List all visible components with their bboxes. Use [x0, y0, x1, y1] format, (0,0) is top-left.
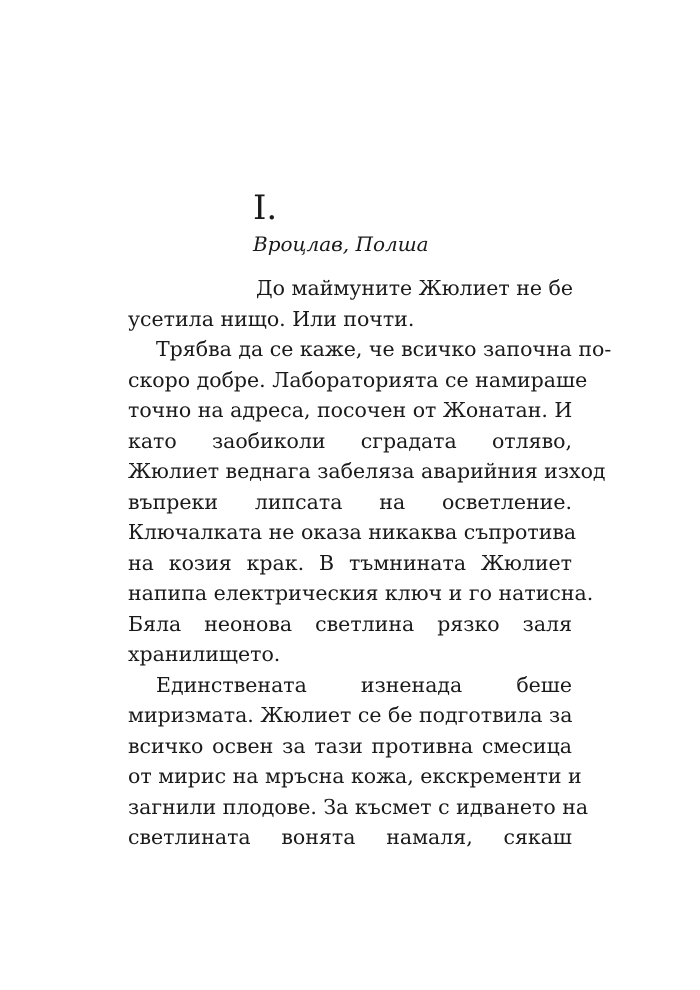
text-line: като заобиколи сградата отляво, [128, 428, 572, 453]
text-line: миризмата. Жюлиет се бе подготвила за [128, 703, 573, 727]
text-line: усетила нищо. Или почти. [128, 306, 415, 331]
chapter-number: I. [253, 188, 278, 228]
text-line: въпреки липсата на осветление. [128, 489, 572, 514]
text-line: Трябва да се каже, че всичко започна по- [156, 337, 612, 361]
text-line: До маймуните Жюлиет не бе [256, 276, 574, 300]
text-line: Единствената изненада беше [156, 672, 572, 697]
text-line: Ключалката не оказа никаква съпротива [128, 520, 577, 544]
text-line: Жюлиет веднага забеляза аварийния изход [128, 459, 606, 483]
text-line: светлината вонята намаля, сякаш [128, 825, 572, 849]
text-line: загнили плодове. За късмет с идването на [128, 794, 589, 819]
text-line: хранилището. [128, 642, 281, 666]
text-line: на козия крак. В тъмнината Жюлиет [128, 550, 572, 575]
text-line: всичко освен за тази противна смесица [128, 733, 572, 758]
text-line: скоро добре. Лабораторията се намираше [128, 367, 588, 392]
chapter-location: Вроцлав, Полша [253, 232, 429, 256]
body-text [128, 273, 612, 853]
text-line: от мирис на мръсна кожа, екскременти и [128, 764, 582, 788]
text-line: Бяла неонова светлина рязко заля [128, 611, 572, 636]
text-line: напипа електрическия ключ и го натисна. [128, 581, 594, 605]
text-line: точно на адреса, посочен от Жонатан. И [128, 398, 573, 422]
